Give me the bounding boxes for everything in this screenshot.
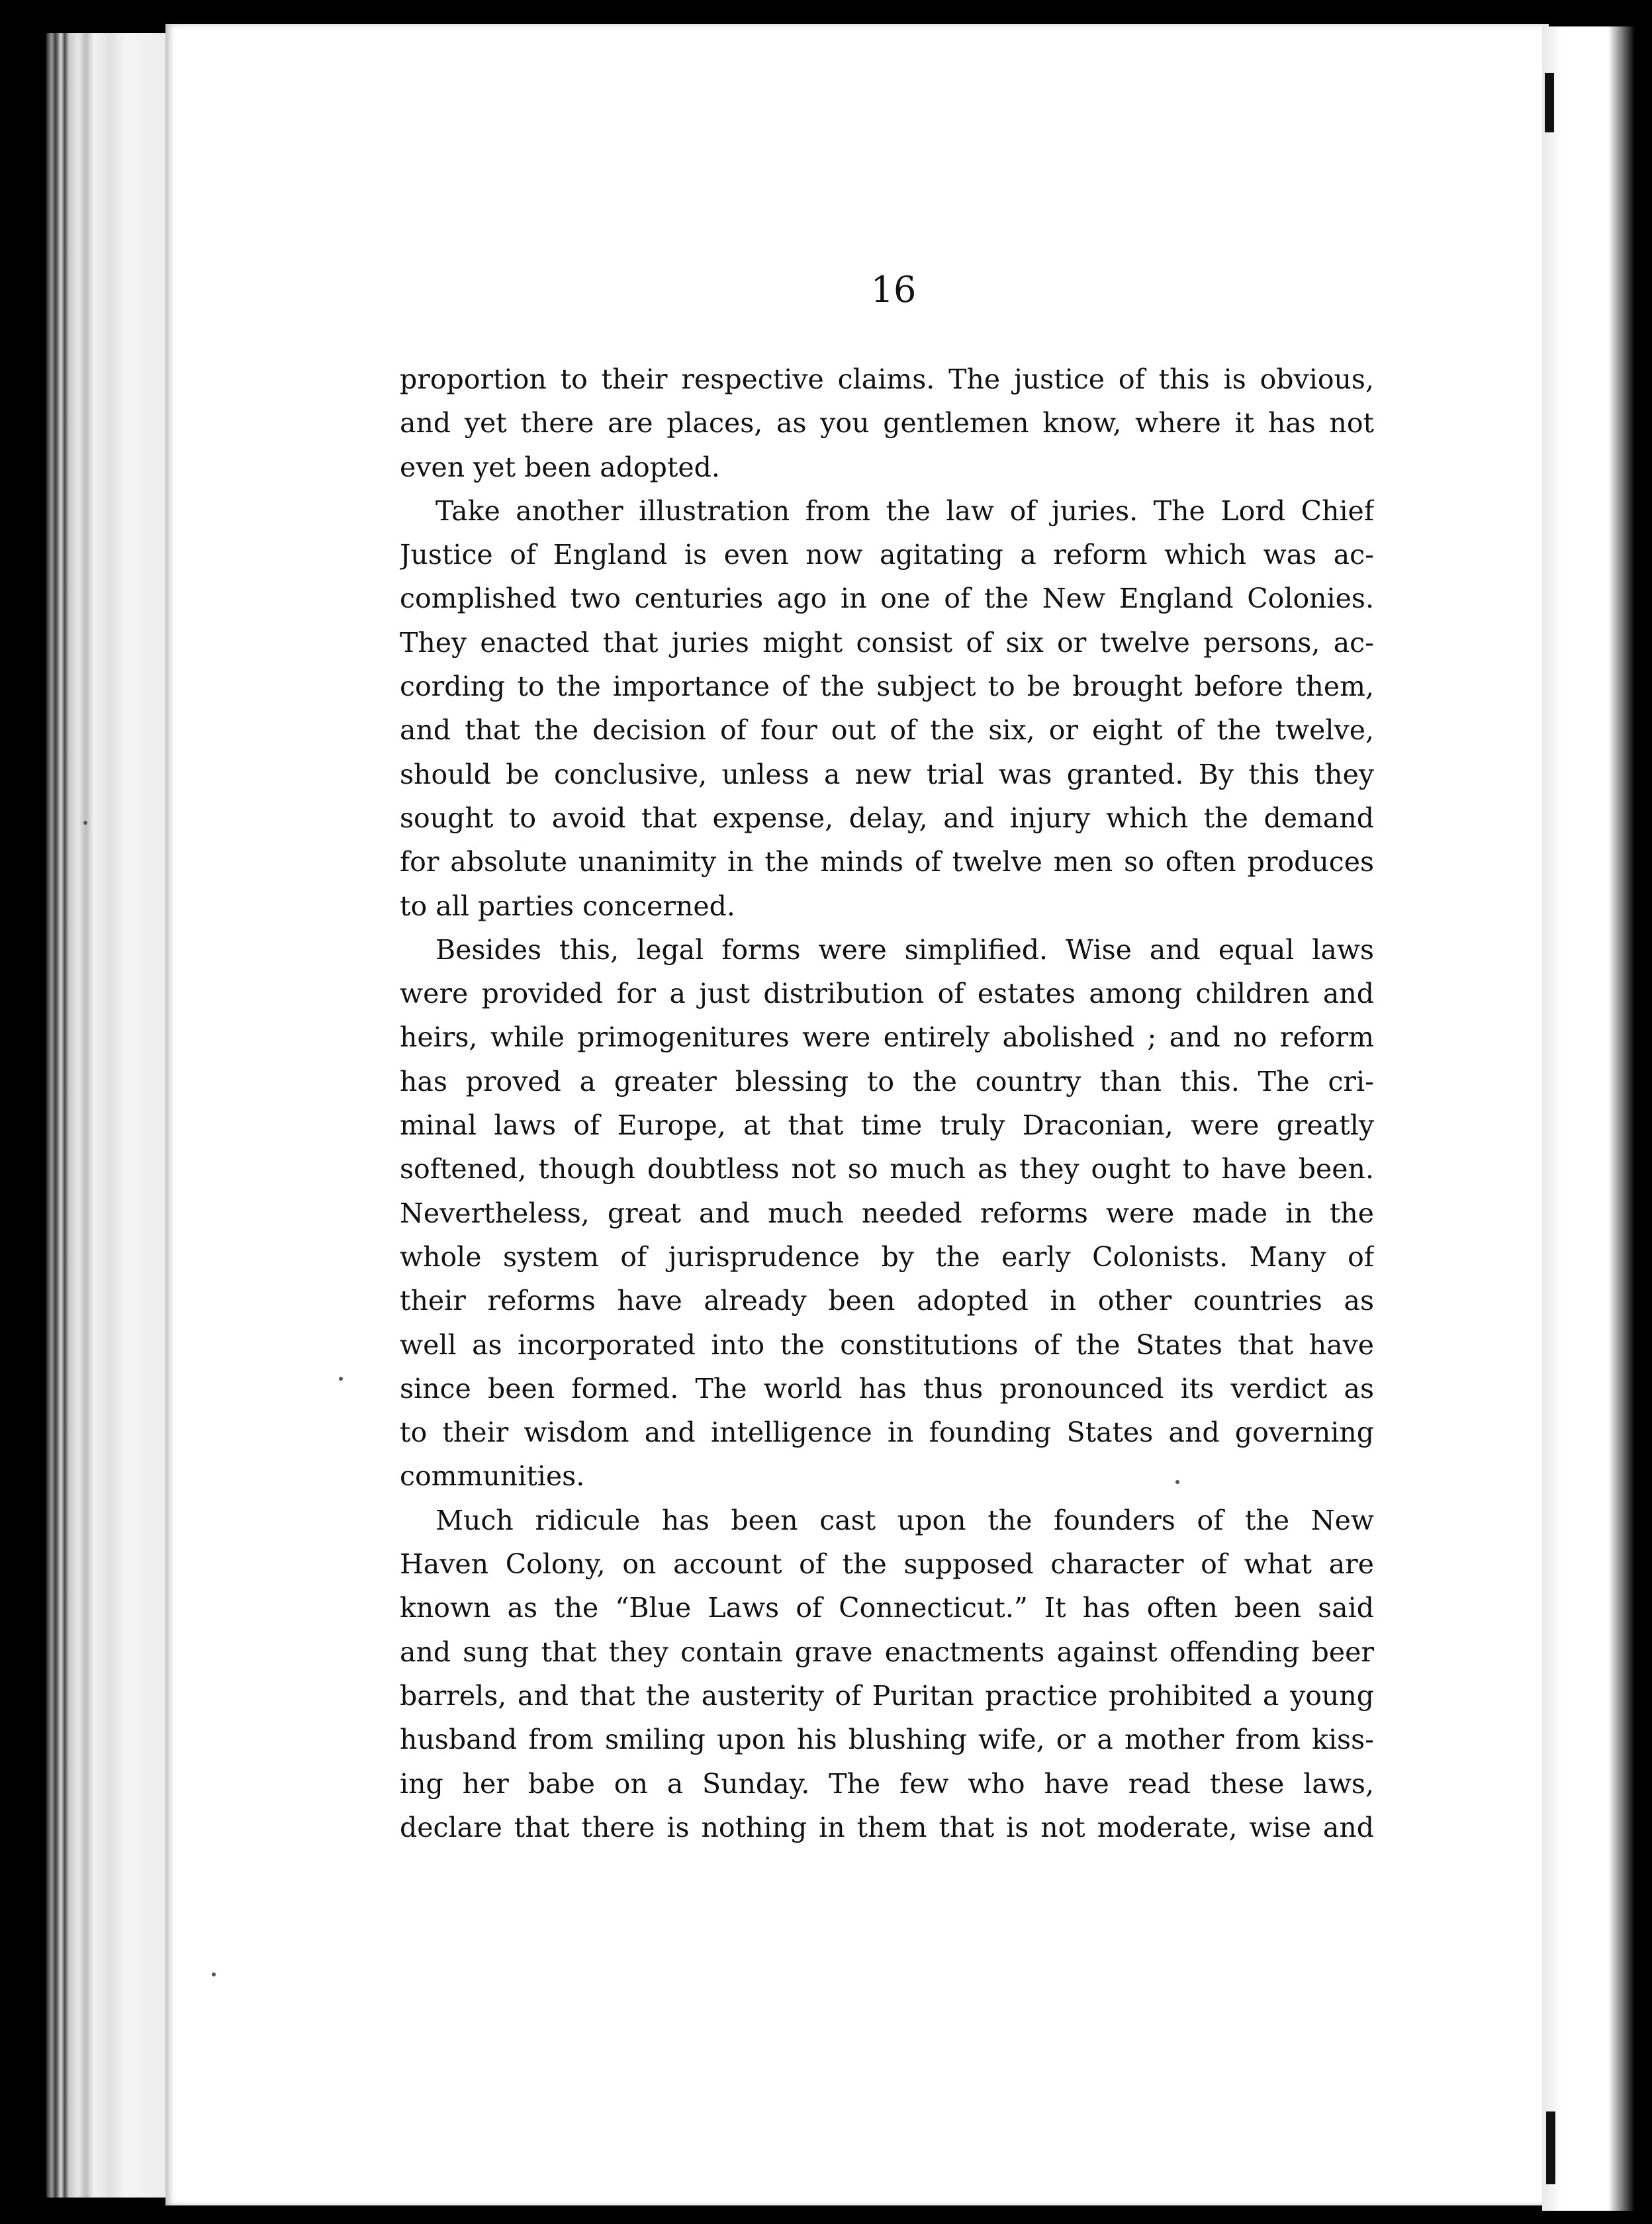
facing-page-edge — [1542, 26, 1652, 2211]
text-line: known as the “Blue Laws of Connecticut.” It has often been said — [400, 1592, 1374, 1624]
text-line: should be conclusive, unless a new trial was granted. By this they — [400, 758, 1374, 790]
scan-speck — [212, 1972, 216, 1976]
scan-speck — [83, 821, 87, 825]
text-line: barrels, and that the austerity of Puritan practice prohibited a young — [400, 1679, 1374, 1712]
text-line: to their wisdom and intelligence in founding States and governing — [400, 1416, 1374, 1449]
text-line: complished two centuries ago in one of the New England Colonies. — [400, 582, 1374, 615]
text-line: Besides this, legal forms were simplified. Wise and equal laws — [436, 933, 1374, 966]
text-line: cording to the importance of the subject to be brought before them, — [400, 671, 1374, 703]
scan-speck — [1175, 1480, 1179, 1484]
text-line: ing her babe on a Sunday. The few who have read these laws, — [400, 1767, 1374, 1800]
text-line: Justice of England is even now agitating a reform which was ac- — [400, 539, 1374, 571]
text-line: Take another illustration from the law of juries. The Lord Chief — [436, 494, 1374, 527]
text-line: to all parties concerned. — [400, 890, 735, 922]
text-line: and that the decision of four out of the six, or eight of the twelve, — [400, 714, 1374, 747]
text-line: for absolute unanimity in the minds of twelve men so often produces — [400, 846, 1374, 878]
scan-speck — [339, 1377, 343, 1381]
text-line: husband from smiling upon his blushing wife, or a mother from kiss- — [400, 1724, 1374, 1756]
text-line: well as incorporated into the constitutions of the States that have — [400, 1328, 1374, 1361]
text-line: communities. — [400, 1460, 585, 1493]
text-line: proportion to their respective claims. The justice of this is obvious, — [400, 363, 1374, 395]
text-line: sought to avoid that expense, delay, and injury which the demand — [400, 802, 1374, 834]
body-text — [400, 357, 1374, 1849]
text-line: declare that there is nothing in them that is not moderate, wise and — [400, 1811, 1374, 1843]
text-line: since been formed. The world has thus pronounced its verdict as — [400, 1372, 1374, 1405]
text-line: heirs, while primogenitures were entirely abolished ; and no reform — [400, 1021, 1374, 1054]
text-line: Haven Colony, on account of the supposed character of what are — [400, 1548, 1374, 1581]
book-spine — [46, 33, 165, 2198]
text-line: were provided for a just distribution of estates among children and — [400, 978, 1374, 1010]
text-line: and sung that they contain grave enactments against offending beer — [400, 1636, 1374, 1668]
text-line: softened, though doubtless not so much as they ought to have been. — [400, 1153, 1374, 1185]
text-line: whole system of jurisprudence by the early Colonists. Many of — [400, 1240, 1374, 1273]
text-line: their reforms have already been adopted in other countries as — [400, 1285, 1374, 1317]
text-line: and yet there are places, as you gentlemen know, where it has not — [400, 407, 1374, 440]
text-line: minal laws of Europe, at that time truly Draconian, were greatly — [400, 1109, 1374, 1142]
text-line: even yet been adopted. — [400, 451, 720, 483]
page-number: 16 — [870, 269, 917, 310]
text-line: Much ridicule has been cast upon the founders of the New — [436, 1504, 1374, 1536]
text-line: Nevertheless, great and much needed reforms were made in the — [400, 1197, 1374, 1229]
text-line: has proved a greater blessing to the country than this. The cri- — [400, 1065, 1374, 1097]
text-line: They enacted that juries might consist of six or twelve persons, ac- — [400, 626, 1374, 659]
